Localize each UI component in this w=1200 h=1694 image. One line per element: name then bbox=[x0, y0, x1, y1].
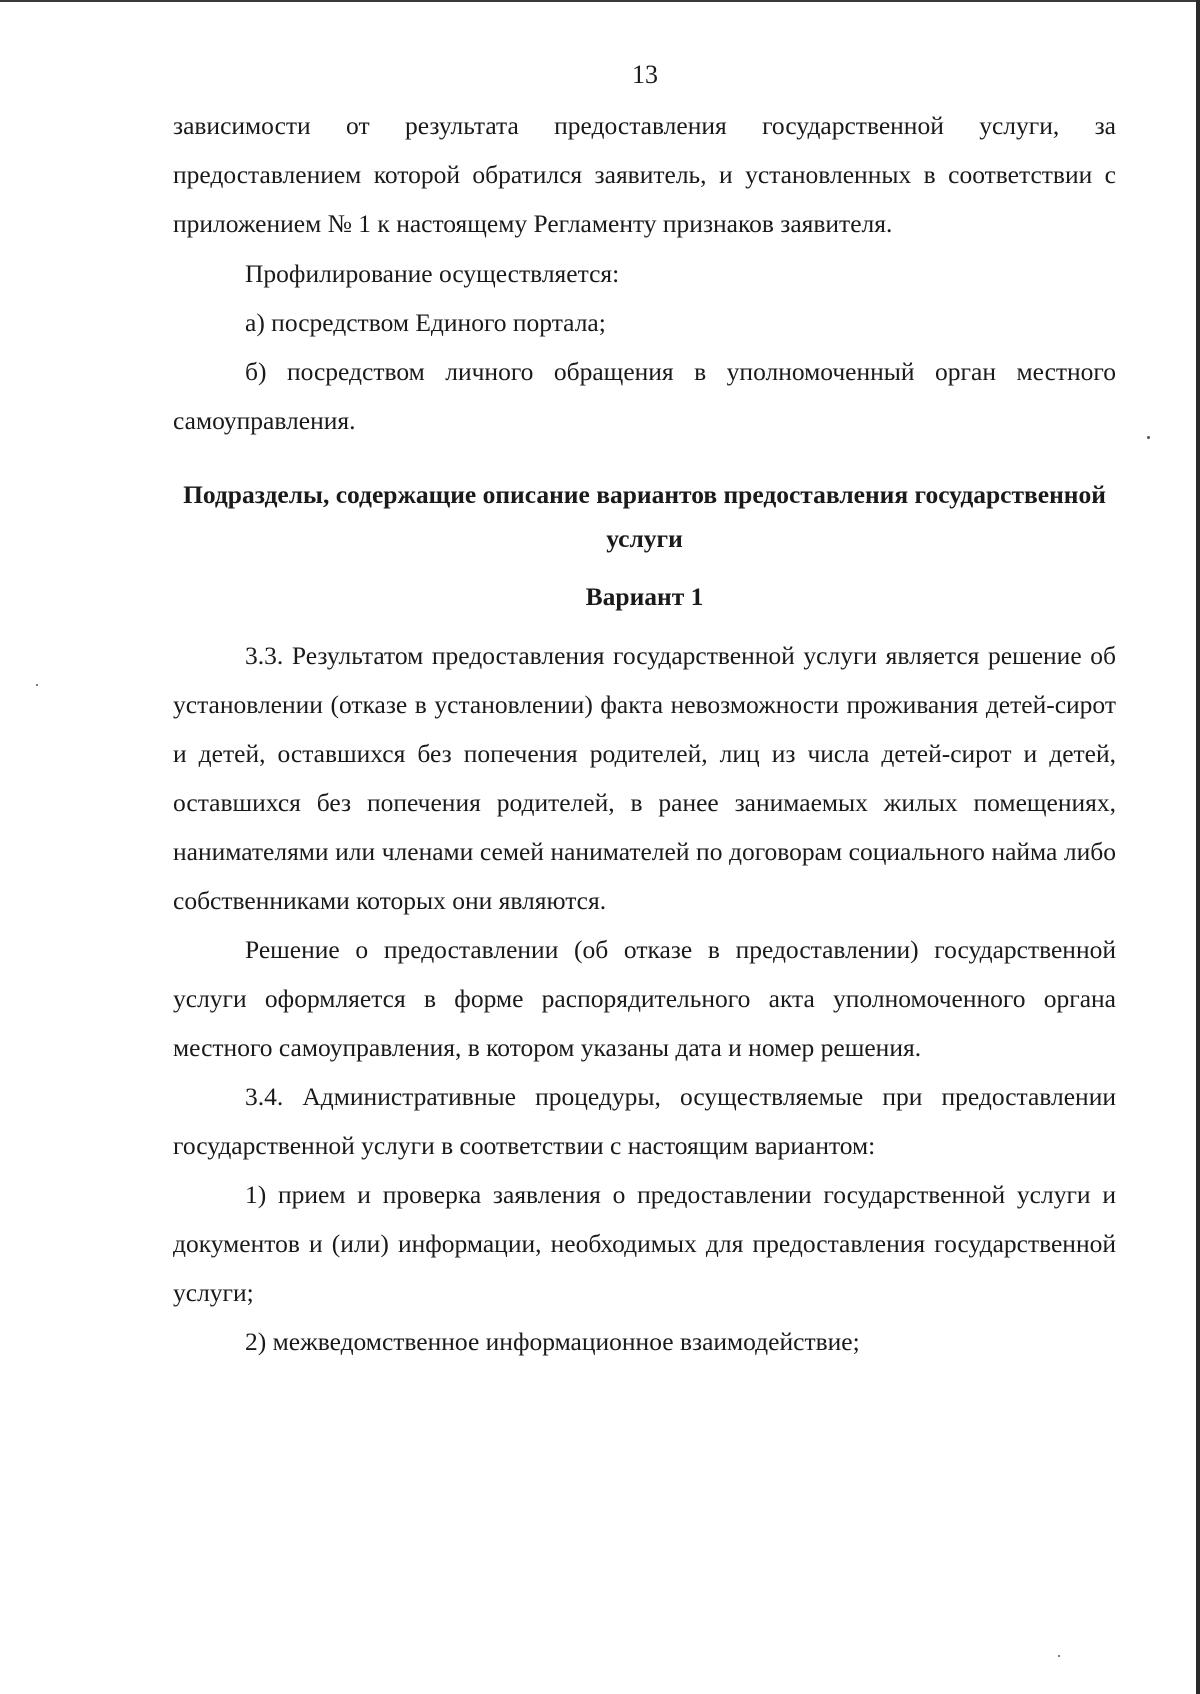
page-top-edge bbox=[0, 0, 1200, 2]
section-heading: Подразделы, содержащие описание вариантов предоставления государственной услуги bbox=[183, 480, 1106, 553]
variant-heading: Вариант 1 bbox=[585, 582, 704, 611]
page-right-edge bbox=[1196, 0, 1200, 1694]
document-body bbox=[173, 101, 1116, 1366]
list-item-1: 1) прием и проверка заявления о предоставлении государственной услуги и документов и (или) информации, необходимых для предоставления государственной услуги; bbox=[173, 1180, 1116, 1307]
scan-speck bbox=[1147, 436, 1150, 439]
page-number: 13 bbox=[632, 60, 658, 89]
paragraph-profiling: Профилирование осуществляется: bbox=[245, 259, 620, 288]
list-item-a: а) посредством Единого портала; bbox=[245, 308, 606, 337]
paragraph-decision: Решение о предоставлении (об отказе в предоставлении) государственной услуги оформляется в форме распорядительного акта уполномоченного органа местного самоуправления, в котором указаны дата и номер решения. bbox=[173, 935, 1116, 1062]
list-item-b: б) посредством личного обращения в уполномоченный орган местного самоуправления. bbox=[173, 357, 1116, 435]
paragraph-3-4: 3.4. Административные процедуры, осуществляемые при предоставлении государственной услуги в соответствии с настоящим вариантом: bbox=[173, 1082, 1116, 1160]
paragraph-3-3: 3.3. Результатом предоставления государственной услуги является решение об установлении (отказе в установлении) факта невозможности проживания детей-сирот и детей, оставшихся без попечения родителей, лиц из числа детей-сирот и детей, оставшихся без попечения родителей, в ранее занимаемых жилых помещениях, нанимателями или членами семей нанимателей по договорам социального найма либо собственниками которых они являются. bbox=[173, 641, 1116, 915]
paragraph-continued: зависимости от результата предоставления государственной услуги, за предоставлением которой обратился заявитель, и установленных в соответствии с приложением № 1 к настоящему Регламенту признаков заявителя. bbox=[173, 111, 1116, 238]
scan-speck bbox=[36, 684, 38, 686]
list-item-2: 2) межведомственное информационное взаимодействие; bbox=[245, 1327, 860, 1356]
scan-speck bbox=[1058, 1655, 1060, 1657]
